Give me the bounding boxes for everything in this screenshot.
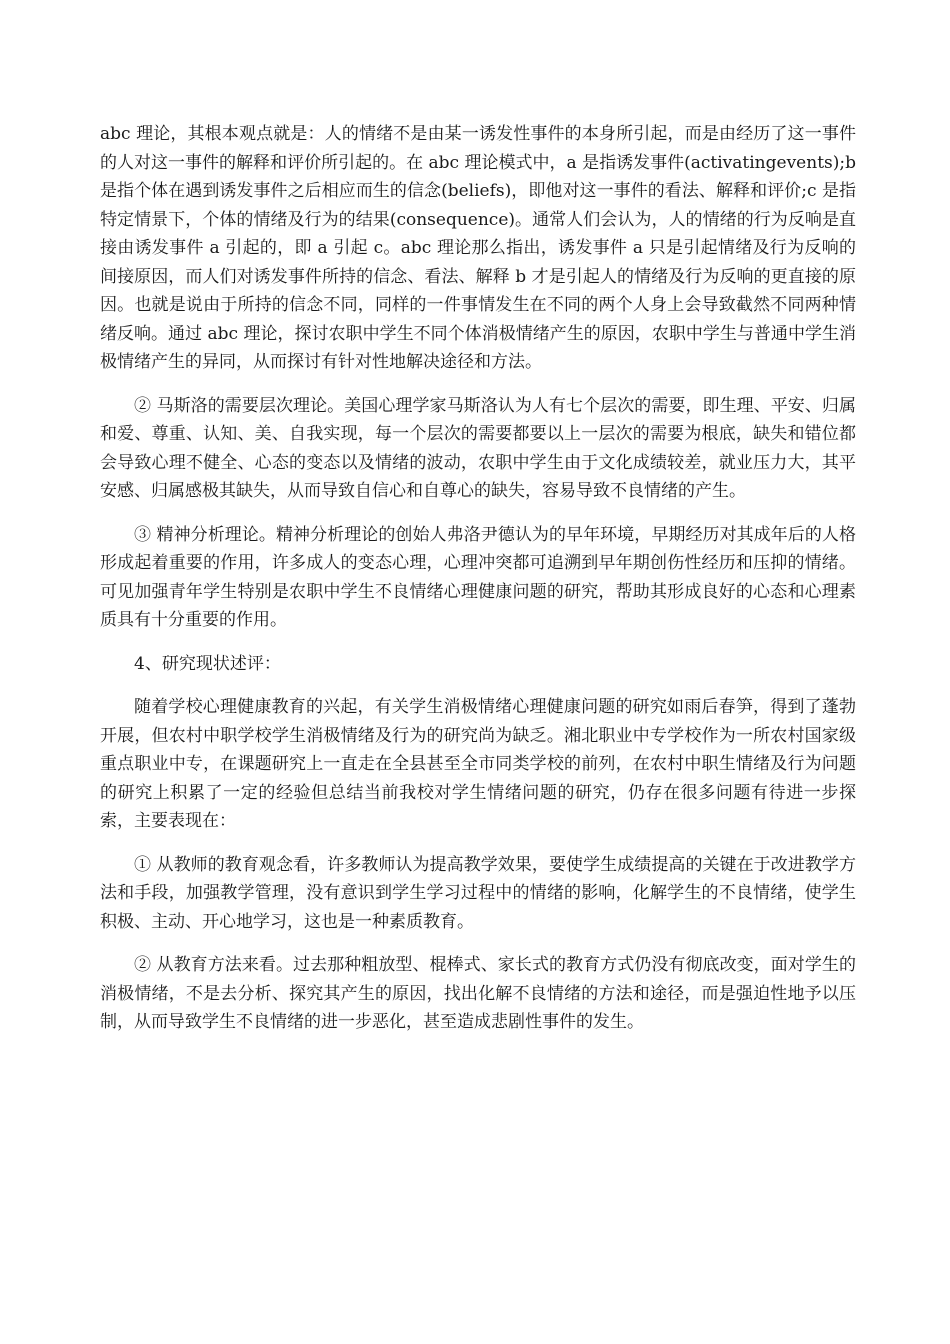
- paragraph-education-methods: ② 从教育方法来看。过去那种粗放型、棍棒式、家长式的教育方式仍没有彻底改变，面对学生的消极情绪，不是去分析、探究其产生的原因，找出化解不良情绪的方法和途径，而是强迫性地予以压制，从而导致学生不良情绪的进一步恶化，甚至造成悲剧性事件的发生。: [100, 955, 856, 1032]
- paragraph-research-overview: 随着学校心理健康教育的兴起，有关学生消极情绪心理健康问题的研究如雨后春笋，得到了蓬勃开展，但农村中职学校学生消极情绪及行为的研究尚为缺乏。湘北职业中专学校作为一所农村国家级重点职业中专，在课题研究上一直走在全县甚至全市同类学校的前列，在农村中职生情绪及行为问题的研究上积累了一定的经验但总结当前我校对学生情绪问题的研究，仍存在很多问题有待进一步探索，主要表现在：: [100, 697, 856, 831]
- paragraph-teacher-concepts: ① 从教师的教育观念看，许多教师认为提高教学效果，要使学生成绩提高的关键在于改进教学方法和手段，加强教学管理，没有意识到学生学习过程中的情绪的影响，化解学生的不良情绪，使学生积极、主动、开心地学习，这也是一种素质教育。: [100, 854, 856, 932]
- paragraph-abc-theory: abc 理论，其根本观点就是：人的情绪不是由某一诱发性事件的本身所引起，而是由经历了这一事件的人对这一事件的解释和评价所引起的。在 abc 理论模式中，a 是指诱发事件(activatingevents);b 是指个体在遇到诱发事件之后相应而生的信念(beliefs)，即他对这一事件的看法、解释和评价;c 是指特定情景下，个体的情绪及行为的结果(consequence)。通常人们会认为，人的情绪的行为反响是直接由诱发事件 a 引起的，即 a 引起 c。abc 理论那么指出，诱发事件 a 只是引起情绪及行为反响的间接原因，而人们对诱发事件所持的信念、看法、解释 b 才是引起人的情绪及行为反响的更直接的原因。也就是说由于所持的信念不同，同样的一件事情发生在不同的两个人身上会导致截然不同两种情绪反响。通过 abc 理论，探讨农职中学生不同个体消极情绪产生的原因，农职中学生与普通中学生消极情绪产生的异同，从而探讨有针对性地解决途径和方法。: [100, 124, 862, 372]
- document-page: [100, 120, 862, 1052]
- paragraph-psychoanalysis-theory: ③ 精神分析理论。精神分析理论的创始人弗洛尹德认为的早年环境，早期经历对其成年后的人格形成起着重要的作用，许多成人的变态心理，心理冲突都可追溯到早年期创伤性经历和压抑的情绪。可见加强青年学生特别是农职中学生不良情绪心理健康问题的研究，帮助其形成良好的心态和心理素质具有十分重要的作用。: [100, 524, 856, 630]
- paragraph-maslow-theory: ② 马斯洛的需要层次理论。美国心理学家马斯洛认为人有七个层次的需要，即生理、平安、归属和爱、尊重、认知、美、自我实现，每一个层次的需要都要以上一层次的需要为根底，缺失和错位都会导致心理不健全、心态的变态以及情绪的波动，农职中学生由于文化成绩较差，就业压力大，其平安感、归属感极其缺失，从而导致自信心和自尊心的缺失，容易导致不良情绪的产生。: [100, 395, 856, 501]
- section-heading-research-status: 4、研究现状述评：: [134, 653, 281, 674]
